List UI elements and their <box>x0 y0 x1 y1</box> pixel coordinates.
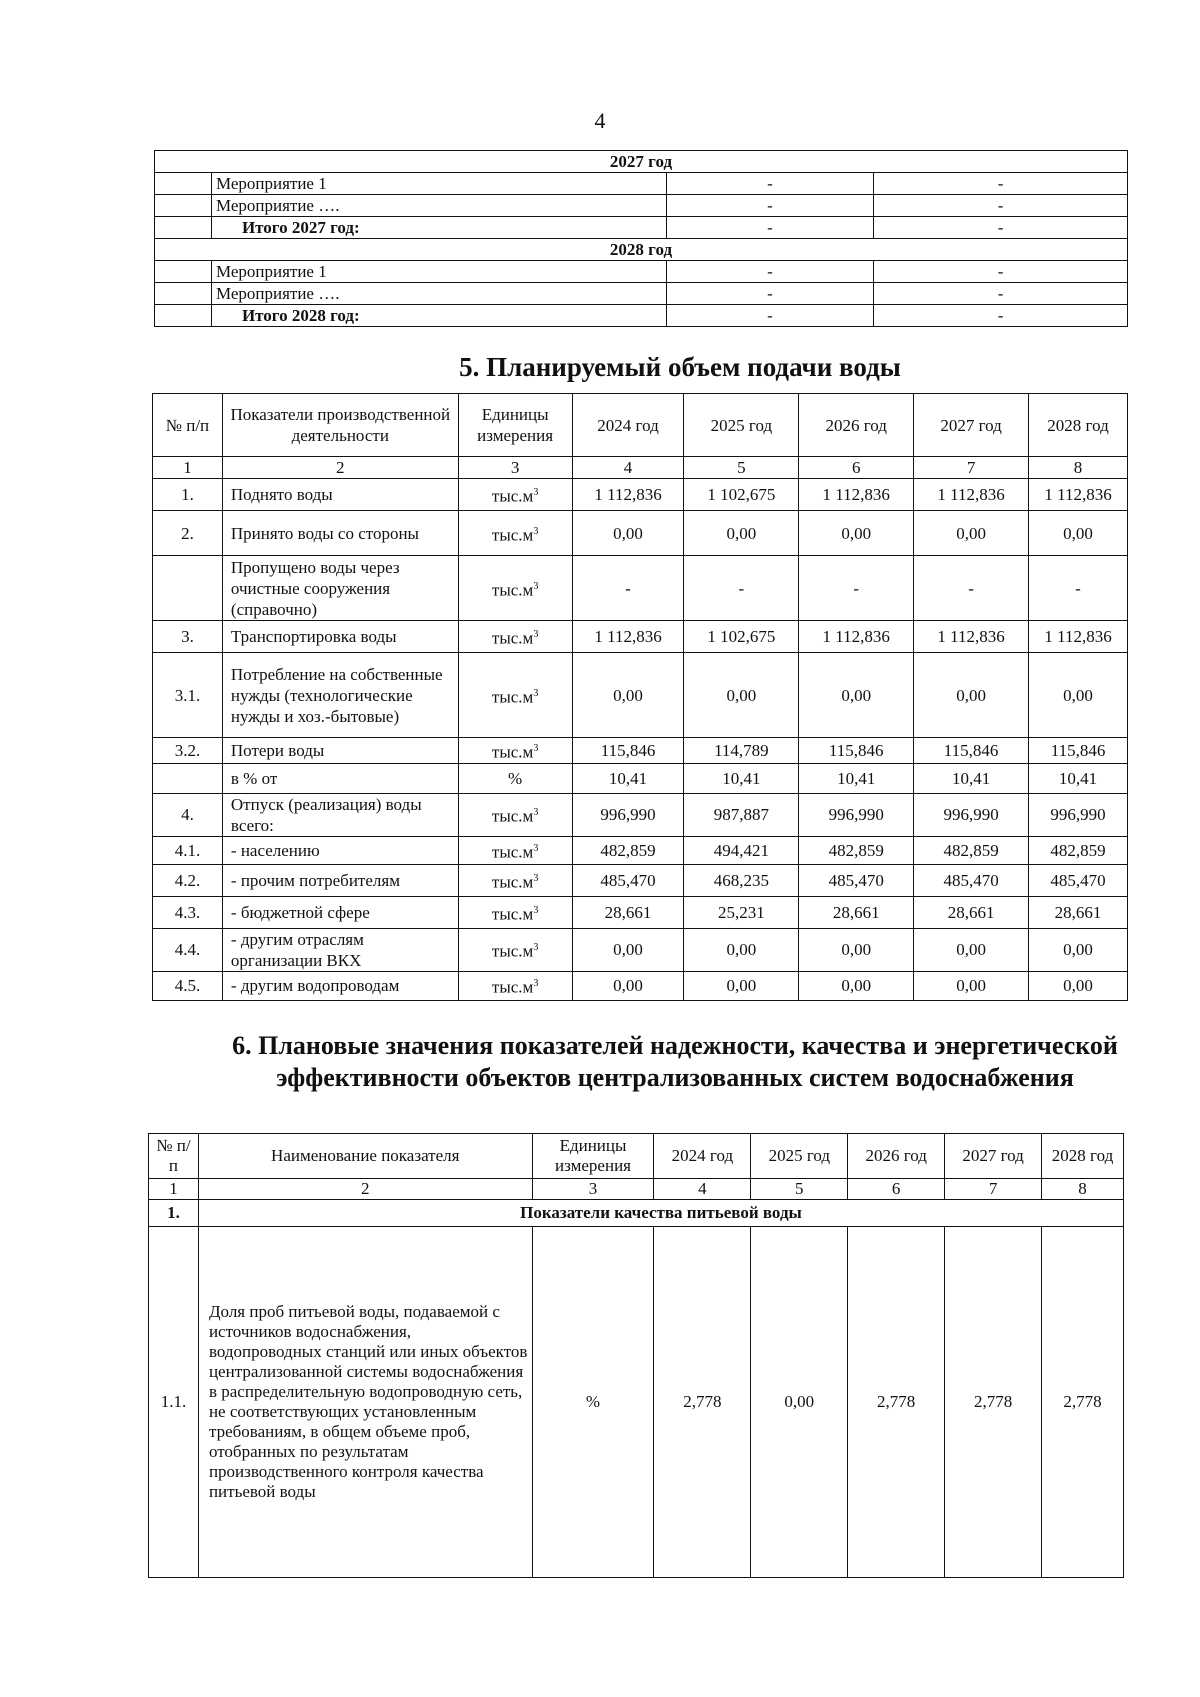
value-cell: - <box>874 173 1128 195</box>
value-cell: - <box>666 195 874 217</box>
empty-cell <box>155 217 212 239</box>
indicator-name: - населению <box>222 836 458 864</box>
indicator-name: Отпуск (реализация) воды всего: <box>222 793 458 836</box>
unit-cell: % <box>532 1227 654 1578</box>
value-cell: 1 112,836 <box>914 479 1029 511</box>
value-cell: - <box>874 195 1128 217</box>
value-cell: - <box>572 556 684 621</box>
table-row <box>155 217 1128 239</box>
value-cell: 0,00 <box>799 928 914 971</box>
value-cell: 0,00 <box>684 928 799 971</box>
row-number <box>153 556 223 621</box>
column-header: 2024 год <box>654 1134 751 1179</box>
column-header: Показатели производственной деятельности <box>222 394 458 457</box>
table-row <box>153 928 1128 971</box>
column-header: Единицы измерения <box>458 394 572 457</box>
value-cell: - <box>874 305 1128 327</box>
value-cell: 1 102,675 <box>684 479 799 511</box>
indicator-name: Принято воды со стороны <box>222 511 458 556</box>
unit-cell <box>458 896 572 928</box>
table-header-row <box>149 1134 1124 1179</box>
column-header: Наименование показателя <box>198 1134 532 1179</box>
value-cell: 2,778 <box>848 1227 945 1578</box>
table-row <box>153 896 1128 928</box>
value-cell: 0,00 <box>572 511 684 556</box>
value-cell: 0,00 <box>684 653 799 738</box>
table-header-row <box>153 394 1128 457</box>
value-cell: 10,41 <box>684 763 799 793</box>
unit-superscript: 3 <box>533 580 539 592</box>
value-cell: 0,00 <box>751 1227 848 1578</box>
column-header: № п/п <box>153 394 223 457</box>
column-number: 2 <box>222 457 458 479</box>
group-number: 1. <box>149 1200 199 1227</box>
unit-cell <box>458 864 572 896</box>
table-row <box>149 1227 1124 1578</box>
indicator-name: Поднято воды <box>222 479 458 511</box>
unit-superscript: 3 <box>533 942 539 954</box>
unit-cell <box>458 971 572 1000</box>
value-cell: 0,00 <box>572 971 684 1000</box>
value-cell: 482,859 <box>1029 836 1128 864</box>
empty-cell <box>155 305 212 327</box>
unit-superscript: 3 <box>533 687 539 699</box>
value-cell: 115,846 <box>914 738 1029 764</box>
indicator-name: - бюджетной сфере <box>222 896 458 928</box>
column-number: 5 <box>684 457 799 479</box>
value-cell: 494,421 <box>684 836 799 864</box>
unit-cell <box>458 738 572 764</box>
value-cell: 10,41 <box>572 763 684 793</box>
activities-table <box>154 150 1128 327</box>
year-row <box>155 239 1128 261</box>
column-header: № п/п <box>149 1134 199 1179</box>
value-cell: 114,789 <box>684 738 799 764</box>
value-cell: - <box>666 217 874 239</box>
value-cell: 115,846 <box>799 738 914 764</box>
unit-cell <box>458 836 572 864</box>
column-number-row <box>149 1179 1124 1200</box>
table-row <box>155 195 1128 217</box>
unit-superscript: 3 <box>533 629 539 641</box>
activity-name: Итого 2028 год: <box>211 305 666 327</box>
column-header: 2028 год <box>1042 1134 1124 1179</box>
table-row <box>153 864 1128 896</box>
empty-cell <box>155 195 212 217</box>
unit-cell <box>458 511 572 556</box>
unit-text: тыс.м <box>491 628 534 648</box>
table-row <box>153 763 1128 793</box>
indicator-name: Доля проб питьевой воды, подаваемой с источников водоснабжения, водопроводных станций или иных объектов централизованной системы водоснабжения в распределительную водопроводную сеть, не соответствующих установленным требованиям, в общем объеме проб, отобранных по результатам производственного контроля качества питьевой воды <box>198 1227 532 1578</box>
section6-title: 6. Плановые значения показателей надежности, качества и энергетической эффективности объектов централизованных систем водоснабжения <box>232 1031 1118 1092</box>
value-cell: 25,231 <box>684 896 799 928</box>
column-number: 1 <box>153 457 223 479</box>
water-supply-table <box>152 393 1128 1001</box>
page-number: 4 <box>594 108 606 133</box>
unit-text: тыс.м <box>491 486 534 506</box>
value-cell: 0,00 <box>1029 653 1128 738</box>
column-number: 4 <box>572 457 684 479</box>
row-number: 1. <box>153 479 223 511</box>
value-cell: 468,235 <box>684 864 799 896</box>
value-cell: 28,661 <box>572 896 684 928</box>
value-cell: 485,470 <box>1029 864 1128 896</box>
table-row <box>155 305 1128 327</box>
table-row <box>153 653 1128 738</box>
column-header: Единицы измерения <box>532 1134 654 1179</box>
value-cell: 485,470 <box>572 864 684 896</box>
value-cell: 28,661 <box>799 896 914 928</box>
empty-cell <box>155 283 212 305</box>
unit-text: тыс.м <box>491 842 534 862</box>
unit-text: тыс.м <box>491 525 534 545</box>
value-cell: 1 112,836 <box>1029 621 1128 653</box>
unit-superscript: 3 <box>533 872 539 884</box>
row-number: 4.5. <box>153 971 223 1000</box>
value-cell: - <box>914 556 1029 621</box>
year-label: 2028 год <box>155 239 1128 261</box>
value-cell: 0,00 <box>799 971 914 1000</box>
column-number: 3 <box>532 1179 654 1200</box>
value-cell: 0,00 <box>1029 928 1128 971</box>
value-cell: - <box>799 556 914 621</box>
value-cell: 0,00 <box>684 971 799 1000</box>
unit-text: тыс.м <box>491 806 534 826</box>
table-row <box>153 793 1128 836</box>
indicator-name: - другим водопроводам <box>222 971 458 1000</box>
value-cell: 1 112,836 <box>799 479 914 511</box>
row-number: 1.1. <box>149 1227 199 1578</box>
row-number: 4.1. <box>153 836 223 864</box>
column-header: 2028 год <box>1029 394 1128 457</box>
group-name: Показатели качества питьевой воды <box>198 1200 1123 1227</box>
column-number: 7 <box>914 457 1029 479</box>
unit-text: тыс.м <box>491 872 534 892</box>
row-number: 3.1. <box>153 653 223 738</box>
value-cell: 10,41 <box>1029 763 1128 793</box>
unit-superscript: 3 <box>533 978 539 990</box>
value-cell: 115,846 <box>572 738 684 764</box>
value-cell: 28,661 <box>1029 896 1128 928</box>
value-cell: - <box>666 283 874 305</box>
value-cell: 482,859 <box>914 836 1029 864</box>
indicator-name: Потребление на собственные нужды (технологические нужды и хоз.-бытовые) <box>222 653 458 738</box>
table-row <box>153 556 1128 621</box>
value-cell: 485,470 <box>914 864 1029 896</box>
column-number: 3 <box>458 457 572 479</box>
row-number <box>153 763 223 793</box>
row-number: 3. <box>153 621 223 653</box>
value-cell: 0,00 <box>914 653 1029 738</box>
indicator-name: Транспортировка воды <box>222 621 458 653</box>
activity-name: Итого 2027 год: <box>211 217 666 239</box>
column-number: 8 <box>1042 1179 1124 1200</box>
group-row <box>149 1200 1124 1227</box>
value-cell: 1 102,675 <box>684 621 799 653</box>
indicator-name: Пропущено воды через очистные сооружения (справочно) <box>222 556 458 621</box>
activity-name: Мероприятие …. <box>211 195 666 217</box>
value-cell: 1 112,836 <box>914 621 1029 653</box>
unit-superscript: 3 <box>533 525 539 537</box>
value-cell: - <box>666 305 874 327</box>
unit-superscript: 3 <box>533 743 539 754</box>
unit-superscript: 3 <box>533 904 539 916</box>
value-cell: 28,661 <box>914 896 1029 928</box>
row-number: 4.2. <box>153 864 223 896</box>
table-row <box>153 621 1128 653</box>
indicator-name: - другим отраслям организации ВКХ <box>222 928 458 971</box>
value-cell: 0,00 <box>572 653 684 738</box>
table-row <box>153 738 1128 764</box>
empty-cell <box>155 173 212 195</box>
table-row <box>153 836 1128 864</box>
value-cell: 0,00 <box>572 928 684 971</box>
table-row <box>153 511 1128 556</box>
unit-cell <box>458 793 572 836</box>
value-cell: 996,990 <box>799 793 914 836</box>
value-cell: 10,41 <box>799 763 914 793</box>
unit-cell <box>458 653 572 738</box>
value-cell: 1 112,836 <box>572 621 684 653</box>
unit-cell <box>458 621 572 653</box>
value-cell: 2,778 <box>945 1227 1042 1578</box>
unit-cell <box>458 928 572 971</box>
activity-name: Мероприятие 1 <box>211 261 666 283</box>
row-number: 4.3. <box>153 896 223 928</box>
value-cell: 2,778 <box>654 1227 751 1578</box>
value-cell: 1 112,836 <box>572 479 684 511</box>
value-cell: 996,990 <box>572 793 684 836</box>
unit-superscript: 3 <box>533 487 539 499</box>
value-cell: 482,859 <box>572 836 684 864</box>
unit-cell <box>458 556 572 621</box>
indicator-name: Потери воды <box>222 738 458 764</box>
section5-title: 5. Планируемый объем подачи воды <box>459 352 901 382</box>
value-cell: - <box>666 261 874 283</box>
column-header: 2026 год <box>799 394 914 457</box>
activity-name: Мероприятие 1 <box>211 173 666 195</box>
column-header: 2027 год <box>914 394 1029 457</box>
value-cell: - <box>874 283 1128 305</box>
value-cell: 2,778 <box>1042 1227 1124 1578</box>
column-number: 6 <box>848 1179 945 1200</box>
unit-text: тыс.м <box>491 580 534 600</box>
value-cell: 1 112,836 <box>1029 479 1128 511</box>
activity-name: Мероприятие …. <box>211 283 666 305</box>
value-cell: - <box>684 556 799 621</box>
unit-text: тыс.м <box>491 941 534 961</box>
value-cell: - <box>666 173 874 195</box>
value-cell: 0,00 <box>684 511 799 556</box>
value-cell: 0,00 <box>1029 971 1128 1000</box>
table-row <box>153 971 1128 1000</box>
value-cell: 485,470 <box>799 864 914 896</box>
unit-superscript: 3 <box>533 807 539 819</box>
indicator-name: - прочим потребителям <box>222 864 458 896</box>
table-row <box>155 283 1128 305</box>
value-cell: 0,00 <box>914 928 1029 971</box>
table-row <box>153 479 1128 511</box>
unit-cell <box>458 479 572 511</box>
column-number: 2 <box>198 1179 532 1200</box>
value-cell: - <box>874 261 1128 283</box>
value-cell: 0,00 <box>799 653 914 738</box>
row-number: 4. <box>153 793 223 836</box>
column-number: 4 <box>654 1179 751 1200</box>
value-cell: 1 112,836 <box>799 621 914 653</box>
column-number: 1 <box>149 1179 199 1200</box>
year-label: 2027 год <box>155 151 1128 173</box>
value-cell: 482,859 <box>799 836 914 864</box>
value-cell: - <box>874 217 1128 239</box>
value-cell: 10,41 <box>914 763 1029 793</box>
year-row <box>155 151 1128 173</box>
unit-cell: % <box>458 763 572 793</box>
value-cell: 115,846 <box>1029 738 1128 764</box>
value-cell: 0,00 <box>1029 511 1128 556</box>
unit-text: тыс.м <box>491 904 534 924</box>
column-number: 8 <box>1029 457 1128 479</box>
table-row <box>155 261 1128 283</box>
empty-cell <box>155 261 212 283</box>
indicator-name: в % от <box>222 763 458 793</box>
column-number: 5 <box>751 1179 848 1200</box>
value-cell: 0,00 <box>914 511 1029 556</box>
unit-text: тыс.м <box>491 977 534 997</box>
value-cell: 996,990 <box>914 793 1029 836</box>
row-number: 2. <box>153 511 223 556</box>
value-cell: 0,00 <box>799 511 914 556</box>
value-cell: 987,887 <box>684 793 799 836</box>
value-cell: 0,00 <box>914 971 1029 1000</box>
reliability-table <box>148 1133 1124 1578</box>
value-cell: 996,990 <box>1029 793 1128 836</box>
unit-text: тыс.м <box>491 742 534 762</box>
value-cell: - <box>1029 556 1128 621</box>
column-header: 2025 год <box>684 394 799 457</box>
row-number: 3.2. <box>153 738 223 764</box>
unit-superscript: 3 <box>533 842 539 854</box>
unit-text: тыс.м <box>491 687 534 707</box>
column-header: 2025 год <box>751 1134 848 1179</box>
column-header: 2026 год <box>848 1134 945 1179</box>
column-number-row <box>153 457 1128 479</box>
row-number: 4.4. <box>153 928 223 971</box>
table-row <box>155 173 1128 195</box>
column-number: 7 <box>945 1179 1042 1200</box>
column-header: 2024 год <box>572 394 684 457</box>
column-number: 6 <box>799 457 914 479</box>
column-header: 2027 год <box>945 1134 1042 1179</box>
